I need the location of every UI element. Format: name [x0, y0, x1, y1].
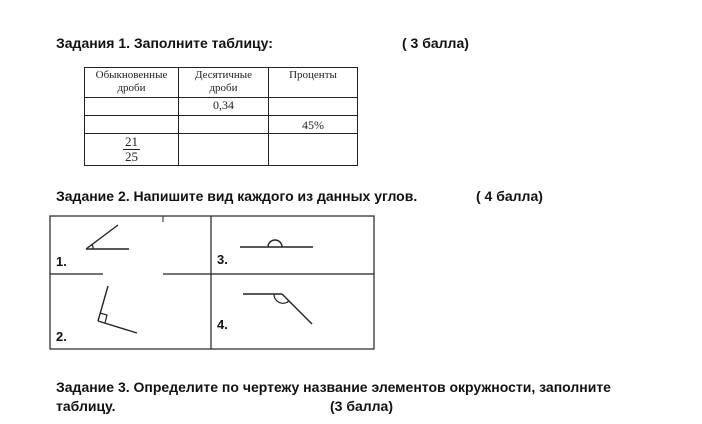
angle-label-2: 2. [56, 329, 67, 344]
cell-decimal-1[interactable]: 0,34 [179, 98, 269, 116]
header-decimal: Десятичные дроби [179, 68, 269, 98]
angle-label-1: 1. [56, 254, 67, 269]
cell-percent-2[interactable]: 45% [269, 116, 358, 134]
fraction-denominator: 25 [125, 149, 138, 164]
angle-label-4: 4. [217, 317, 228, 332]
fraction-numerator: 21 [125, 134, 138, 149]
task2-title: Задание 2. Напишите вид каждого из данных углов. [56, 188, 418, 204]
obtuse-angle-figure [243, 294, 312, 324]
right-angle-figure [98, 286, 137, 333]
header-ordinary: Обыкновенные дроби [85, 68, 179, 98]
task3-points: (3 балла) [330, 398, 394, 414]
header-percent: Проценты [269, 68, 358, 98]
task1-title: Задания 1. Заполните таблицу: [56, 35, 273, 51]
angle-label-3: 3. [217, 252, 228, 267]
straight-angle-figure [240, 240, 313, 247]
grid-frame [50, 216, 374, 349]
task1-points: ( 3 балла) [402, 35, 469, 51]
task3-title-line2: таблицу. [56, 398, 116, 414]
task2-points: ( 4 балла) [476, 188, 543, 204]
task3-title-line1: Задание 3. Определите по чертежу название элементов окружности, заполните [56, 379, 611, 395]
acute-angle-figure [86, 225, 129, 249]
